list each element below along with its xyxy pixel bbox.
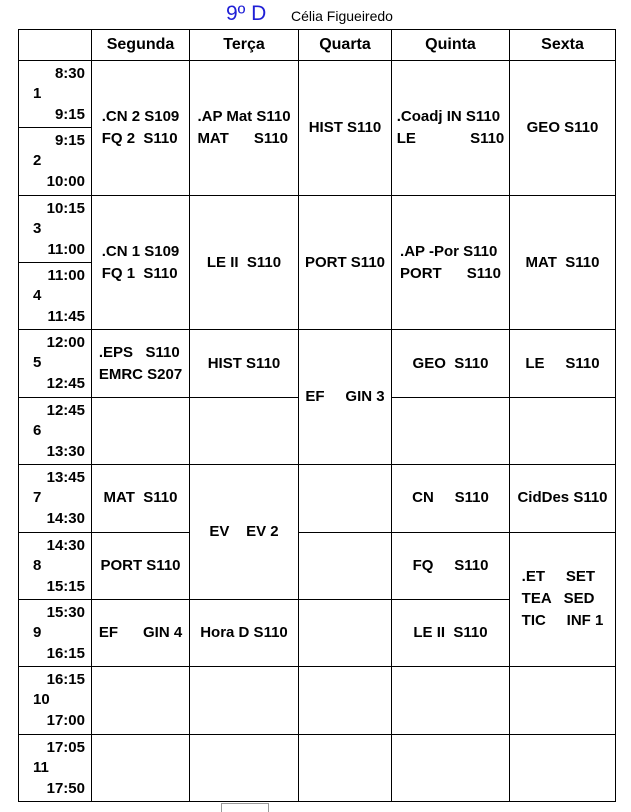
lesson-lines bbox=[104, 487, 178, 509]
lesson-lines bbox=[99, 622, 182, 644]
lesson-cell bbox=[190, 61, 299, 196]
period-end: 9:15 bbox=[54, 106, 85, 123]
lesson-entry: MAT S110 bbox=[197, 129, 289, 147]
lesson-cell bbox=[190, 465, 299, 600]
empty-cell bbox=[392, 397, 510, 464]
empty-cell bbox=[190, 397, 299, 464]
empty-cell bbox=[299, 532, 392, 599]
period-start: 10:15 bbox=[46, 199, 85, 217]
lesson-lines bbox=[305, 386, 384, 408]
page-header bbox=[0, 0, 631, 28]
empty-cell bbox=[299, 667, 392, 734]
period-start: 14:30 bbox=[46, 536, 85, 554]
lesson-cell bbox=[510, 532, 616, 667]
period-start: 17:05 bbox=[46, 738, 85, 756]
lesson-entry: GEO S110 bbox=[412, 354, 489, 372]
lesson-entry: FQ S110 bbox=[412, 556, 489, 574]
table-row bbox=[19, 195, 616, 262]
lesson-cell bbox=[510, 61, 616, 196]
lesson-lines bbox=[102, 106, 180, 150]
empty-cell bbox=[392, 734, 510, 801]
period-cell bbox=[19, 263, 92, 330]
period-end: 11:00 bbox=[47, 240, 85, 258]
lesson-entry: .AP -Por S110 bbox=[400, 242, 498, 260]
period-number: 5 bbox=[33, 354, 42, 372]
lesson-lines bbox=[412, 487, 489, 509]
lesson-cell bbox=[299, 330, 392, 465]
table-row bbox=[19, 734, 616, 801]
lesson-lines bbox=[413, 555, 489, 577]
lesson-entry: EF GIN 3 bbox=[305, 388, 385, 406]
lesson-entry: MAT S110 bbox=[525, 253, 600, 271]
lesson-lines bbox=[209, 521, 278, 543]
period-start: 12:45 bbox=[46, 401, 85, 419]
day-header: Quinta bbox=[392, 30, 510, 61]
lesson-cell bbox=[510, 330, 616, 397]
period-number: 7 bbox=[33, 489, 42, 507]
lesson-entry: MAT S110 bbox=[103, 489, 178, 507]
lesson-entry: LE II S110 bbox=[413, 624, 488, 642]
empty-cell bbox=[92, 397, 190, 464]
empty-cell bbox=[190, 734, 299, 801]
period-start: 8:30 bbox=[54, 65, 85, 82]
lesson-entry: CN S110 bbox=[412, 489, 489, 507]
empty-cell bbox=[299, 734, 392, 801]
period-end: 12:45 bbox=[46, 375, 85, 393]
lesson-cell bbox=[392, 195, 510, 330]
period-start: 16:15 bbox=[46, 671, 85, 689]
lesson-cell bbox=[392, 465, 510, 532]
period-cell bbox=[19, 397, 92, 464]
empty-cell bbox=[510, 397, 616, 464]
lesson-entry: .EPS S110 bbox=[98, 343, 180, 361]
period-cell bbox=[19, 599, 92, 666]
table-row bbox=[19, 667, 616, 734]
lesson-entry: .AP Mat S110 bbox=[197, 107, 291, 125]
period-number: 3 bbox=[33, 219, 42, 237]
lesson-entry: FQ 1 S110 bbox=[101, 264, 178, 282]
period-start: 13:45 bbox=[46, 469, 85, 487]
lesson-cell bbox=[392, 61, 510, 196]
lesson-entry: TIC INF 1 bbox=[521, 612, 604, 630]
lesson-cell bbox=[92, 61, 190, 196]
lesson-lines bbox=[413, 353, 489, 375]
period-end: 10:00 bbox=[46, 173, 85, 191]
lesson-lines bbox=[413, 622, 487, 644]
table-row bbox=[19, 532, 616, 599]
day-header: Sexta bbox=[510, 30, 616, 61]
schedule-table bbox=[18, 29, 616, 802]
lesson-entry: Hora D S110 bbox=[200, 624, 288, 642]
period-end: 16:15 bbox=[46, 644, 85, 662]
period-cell bbox=[19, 128, 92, 195]
period-number: 9 bbox=[33, 623, 42, 641]
lesson-cell bbox=[392, 599, 510, 666]
empty-cell bbox=[190, 667, 299, 734]
lesson-cell bbox=[92, 465, 190, 532]
period-start: 11:00 bbox=[47, 267, 85, 285]
day-header: Terça bbox=[190, 30, 299, 61]
period-cell bbox=[19, 532, 92, 599]
period-number: 1 bbox=[33, 85, 42, 102]
lesson-cell bbox=[190, 599, 299, 666]
lesson-lines bbox=[208, 353, 281, 375]
lesson-lines bbox=[207, 252, 281, 274]
lesson-lines bbox=[309, 117, 382, 139]
empty-cell bbox=[510, 734, 616, 801]
lesson-entry: .CN 2 S109 bbox=[101, 107, 180, 125]
lesson-cell bbox=[190, 330, 299, 397]
period-number: 2 bbox=[33, 152, 42, 170]
period-number: 6 bbox=[33, 421, 42, 439]
lesson-entry: EV EV 2 bbox=[209, 523, 279, 541]
lesson-cell bbox=[299, 61, 392, 196]
empty-cell bbox=[392, 667, 510, 734]
lesson-entry: .Coadj IN S110 bbox=[396, 107, 501, 125]
lesson-entry: CidDes S110 bbox=[517, 489, 608, 507]
period-number: 8 bbox=[33, 556, 42, 574]
empty-cell bbox=[299, 599, 392, 666]
lesson-lines bbox=[100, 555, 180, 577]
lesson-entry: LE II S110 bbox=[206, 253, 282, 271]
lesson-cell bbox=[392, 532, 510, 599]
lesson-lines bbox=[397, 106, 505, 150]
lesson-entry: .CN 1 S109 bbox=[101, 242, 180, 260]
table-row bbox=[19, 465, 616, 532]
corner-cell bbox=[19, 30, 92, 61]
day-header: Segunda bbox=[92, 30, 190, 61]
day-header-row bbox=[19, 30, 616, 61]
lesson-entry: PORT S110 bbox=[304, 253, 386, 271]
lesson-lines bbox=[522, 566, 604, 632]
day-header: Quarta bbox=[299, 30, 392, 61]
lesson-entry: TEA SED bbox=[521, 590, 595, 608]
empty-cell bbox=[92, 667, 190, 734]
lesson-entry: PORT S110 bbox=[400, 264, 501, 282]
lesson-entry: LE S110 bbox=[525, 354, 600, 372]
lesson-entry: EMRC S207 bbox=[98, 365, 183, 383]
lesson-lines bbox=[197, 106, 290, 150]
period-number: 4 bbox=[33, 287, 42, 305]
period-cell bbox=[19, 465, 92, 532]
period-start: 15:30 bbox=[46, 603, 85, 621]
period-end: 14:30 bbox=[46, 510, 85, 528]
period-end: 15:15 bbox=[46, 577, 85, 595]
period-cell bbox=[19, 195, 92, 262]
lesson-cell bbox=[510, 465, 616, 532]
lesson-entry: LE S110 bbox=[396, 129, 505, 147]
lesson-cell bbox=[92, 532, 190, 599]
lesson-lines bbox=[527, 117, 599, 139]
lesson-cell bbox=[392, 330, 510, 397]
period-end: 17:00 bbox=[46, 712, 85, 730]
lesson-lines bbox=[99, 342, 182, 386]
period-cell bbox=[19, 330, 92, 397]
empty-cell bbox=[92, 734, 190, 801]
table-row bbox=[19, 61, 616, 128]
period-start: 12:00 bbox=[46, 334, 85, 352]
lesson-lines bbox=[200, 622, 288, 644]
teacher-name: Célia Figueiredo bbox=[291, 8, 393, 24]
empty-cell bbox=[299, 465, 392, 532]
lesson-lines bbox=[525, 353, 599, 375]
lesson-lines bbox=[305, 252, 385, 274]
period-cell bbox=[19, 61, 92, 128]
lesson-entry: EF GIN 4 bbox=[98, 624, 183, 642]
lesson-entry: HIST S110 bbox=[207, 354, 281, 372]
lesson-entry: FQ 2 S110 bbox=[101, 129, 178, 147]
lesson-cell bbox=[190, 195, 299, 330]
lesson-cell bbox=[510, 195, 616, 330]
lesson-entry: .ET SET bbox=[521, 568, 596, 586]
lesson-cell bbox=[92, 195, 190, 330]
period-number: 11 bbox=[33, 758, 49, 776]
lesson-entry: PORT S110 bbox=[100, 556, 181, 574]
lesson-cell bbox=[299, 195, 392, 330]
period-cell bbox=[19, 734, 92, 801]
table-row bbox=[19, 330, 616, 397]
lesson-cell bbox=[92, 599, 190, 666]
lesson-lines bbox=[526, 252, 600, 274]
lesson-lines bbox=[102, 241, 180, 285]
class-name: 9º D bbox=[226, 2, 267, 25]
period-start: 9:15 bbox=[54, 132, 85, 150]
lesson-cell bbox=[92, 330, 190, 397]
lesson-entry: GEO S110 bbox=[526, 118, 599, 136]
period-end: 11:45 bbox=[47, 308, 85, 326]
empty-cell bbox=[510, 667, 616, 734]
lesson-lines bbox=[517, 487, 607, 509]
lesson-lines bbox=[400, 241, 501, 285]
period-end: 13:30 bbox=[46, 442, 85, 460]
period-cell bbox=[19, 667, 92, 734]
lesson-entry: HIST S110 bbox=[308, 118, 382, 136]
period-end: 17:50 bbox=[46, 779, 85, 797]
period-number: 10 bbox=[33, 691, 50, 709]
